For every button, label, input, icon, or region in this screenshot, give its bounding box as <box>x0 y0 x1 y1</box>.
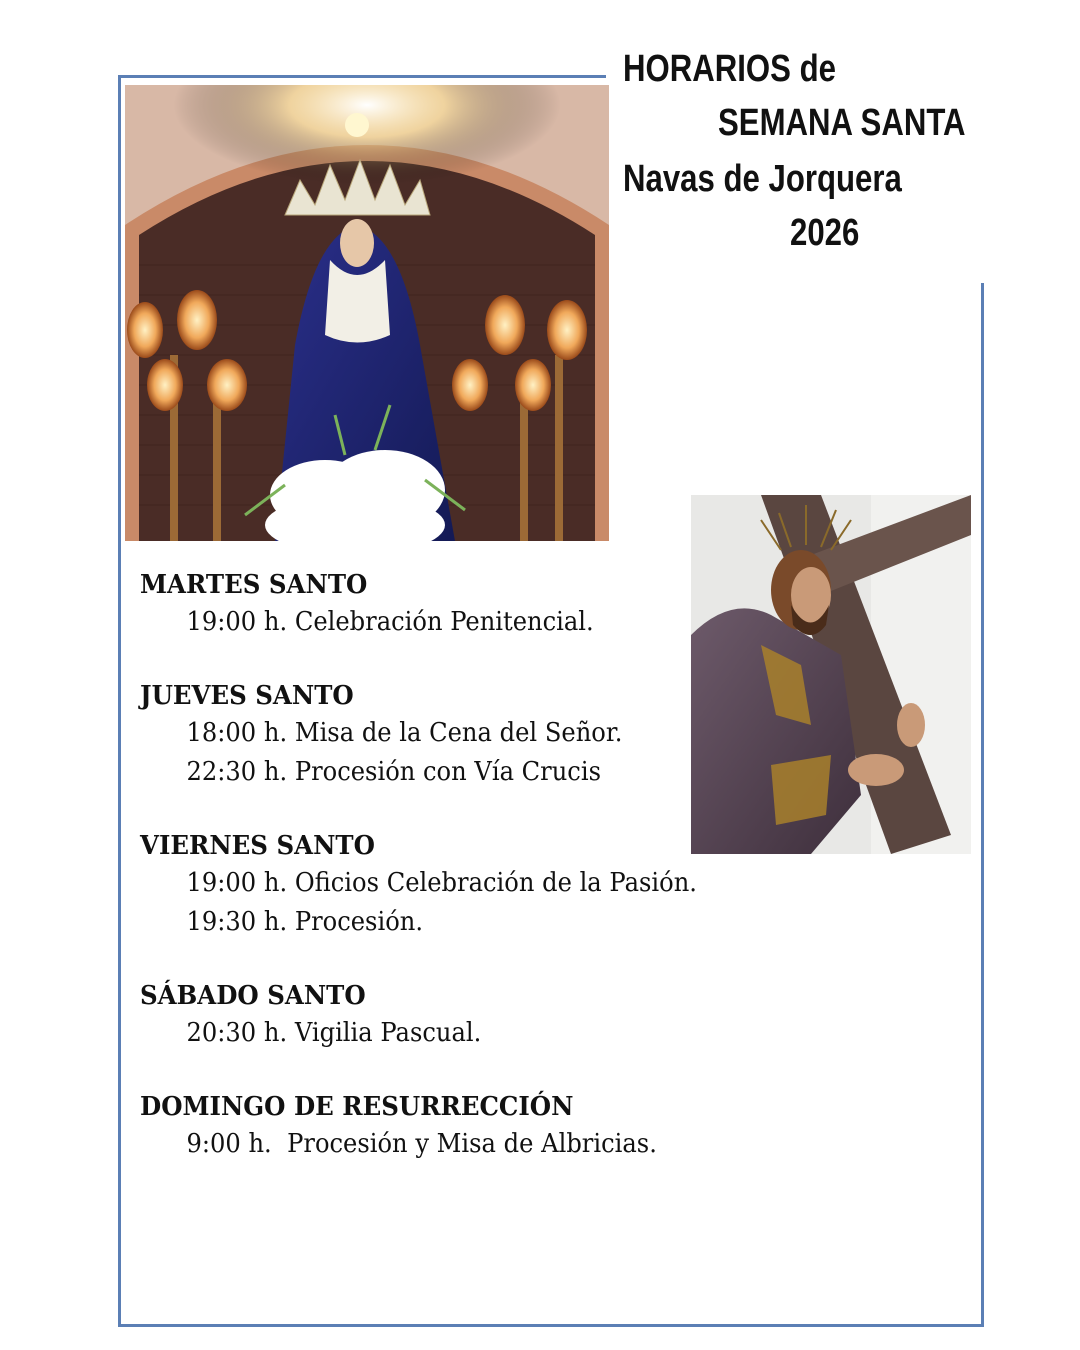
title-line-2: SEMANA SANTA <box>718 102 966 144</box>
event-line: 19:00 h. Celebración Penitencial. <box>186 607 594 637</box>
schedule-list <box>140 567 840 1200</box>
frame-right-line <box>981 283 984 1327</box>
day-block-martes <box>140 567 840 642</box>
frame-bottom-line <box>118 1324 984 1327</box>
day-block-jueves <box>140 678 840 792</box>
day-title: MARTES SANTO <box>140 570 368 600</box>
day-title: VIERNES SANTO <box>140 831 375 861</box>
day-title: SÁBADO SANTO <box>140 981 366 1011</box>
event-line: 20:30 h. Vigilia Pascual. <box>186 1018 482 1048</box>
title-year: 2026 <box>790 212 860 254</box>
title-line-1: HORARIOS de <box>623 48 836 90</box>
day-title: JUEVES SANTO <box>140 681 354 711</box>
frame-left-line <box>118 75 121 1327</box>
frame-top-line <box>118 75 606 78</box>
title-line-3: Navas de Jorquera <box>623 158 902 200</box>
event-line: 19:30 h. Procesión. <box>186 907 424 937</box>
day-title: DOMINGO DE RESURRECCIÓN <box>140 1092 574 1122</box>
day-block-sabado <box>140 978 840 1053</box>
event-line: 9:00 h. Procesión y Misa de Albricias. <box>186 1129 657 1159</box>
day-block-domingo <box>140 1089 840 1164</box>
day-block-viernes <box>140 828 840 942</box>
virgin-statue-photo <box>125 85 609 541</box>
event-line: 19:00 h. Oficios Celebración de la Pasión. <box>186 868 697 898</box>
event-line: 22:30 h. Procesión con Vía Crucis <box>186 757 601 787</box>
event-line: 18:00 h. Misa de la Cena del Señor. <box>186 718 623 748</box>
